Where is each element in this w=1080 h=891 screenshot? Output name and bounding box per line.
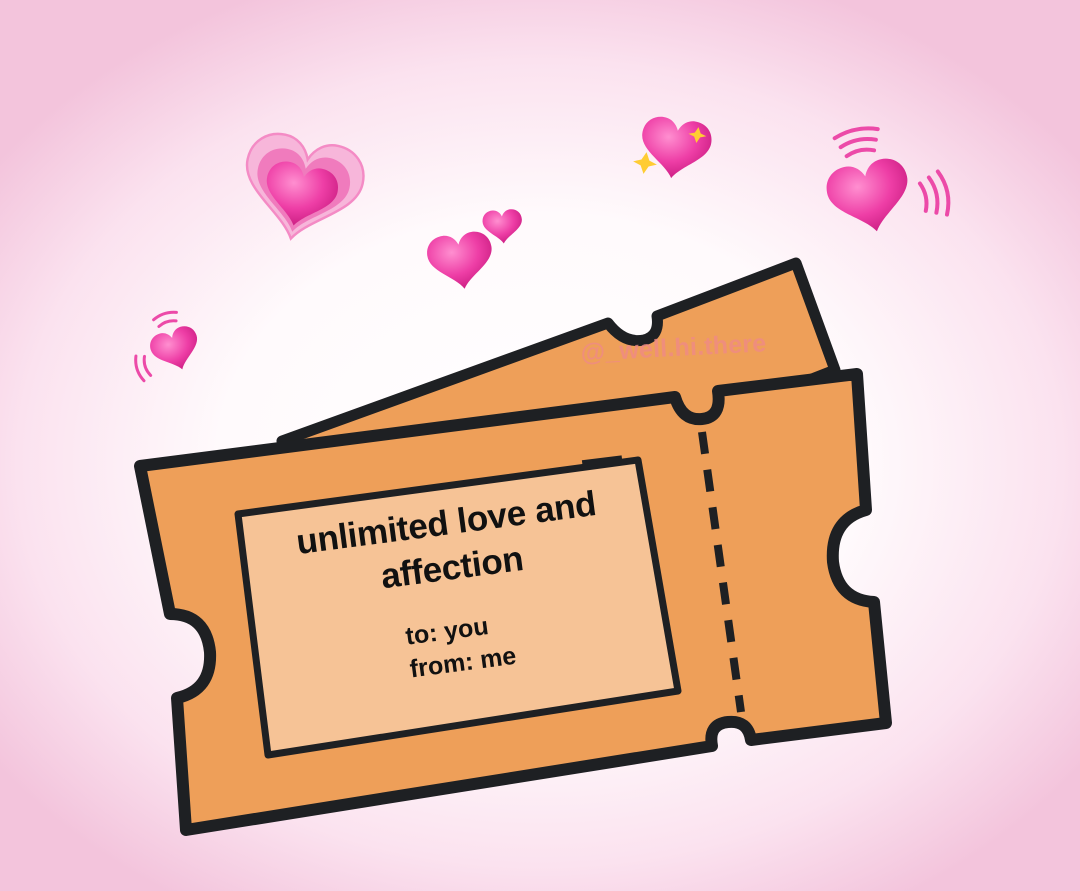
beating-heart-small-icon: [123, 306, 205, 382]
watermark-handle: @_well.hi.there: [580, 329, 767, 367]
ticket-to-line: to: you: [403, 612, 491, 651]
ticket-title: unlimited love and affection: [293, 484, 599, 597]
sparkling-heart-icon: [632, 114, 714, 183]
ticket-from-line: from: me: [408, 641, 518, 684]
growing-heart-icon: [233, 128, 369, 251]
beating-heart-icon: [815, 114, 952, 240]
two-hearts-icon: [425, 209, 524, 294]
